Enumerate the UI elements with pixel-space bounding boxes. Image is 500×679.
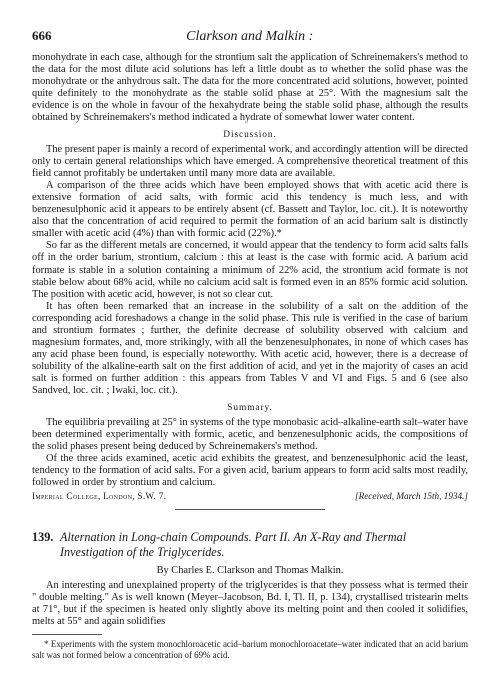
page-header	[32, 28, 468, 44]
discussion-paragraph: So far as the different metals are concerned, it would appear that the tendency to form acid salts falls off in the order barium, strontium, calcium : this at least is the case with formic acid. A barium acid formate is stable in a solution containing a minimum of 22% acid, the strontium acid formate is not stable below about 68% acid, while no calcium acid salt is formed even in an 85% formic acid solution. The position with acetic acid, however, is not so clear cut.	[32, 240, 468, 300]
discussion-paragraph: A comparison of the three acids which have been employed shows that with acetic acid there is extensive formation of acid salts, with formic acid this tendency is much less, and with benzenesulphonic acid it appears to be entirely absent (cf. Bassett and Taylor, loc. cit.). It is noteworthy also that the concentration of acid required to permit the formation of an acid barium salt is distinctly smaller with acetic acid (4%) than with formic acid (22%).*	[32, 179, 468, 240]
article-intro: An interesting and unexplained property of the triglycerides is that they possess what is termed their " double melting." As is well known (Meyer–Jacobson, Bd. I, Tl. II, p. 134), crystallised tristearin melts at 71°, but if the specimen is heated only slightly above its melting point and then cooled it solidifies, melts at 55° and again solidifies	[32, 580, 468, 628]
discussion-paragraph: The present paper is mainly a record of experimental work, and accordingly attention will be directed only to certain general relationships which have emerged. A comprehensive theoretical treatment of this field cannot profitably be undertaken until many more data are available.	[32, 143, 468, 179]
article-title: Alternation in Long-chain Compounds. Part II. An X-Ray and Thermal Investigation of the Triglycerides.	[60, 530, 407, 560]
page-number: 666	[32, 28, 52, 43]
received-date: [Received, March 15th, 1934.]	[355, 491, 468, 502]
affiliation-line	[32, 490, 468, 502]
article-divider	[175, 509, 325, 510]
institution: Imperial College, London, S.W. 7.	[32, 491, 167, 502]
summary-heading: Summary.	[227, 402, 273, 413]
continuation-paragraph: monohydrate in each case, although for the strontium salt the application of Schreinemakers's method to the data for the most dilute acid solutions has left a little doubt as to whether the solid phase was the monohydrate or the anhydrous salt. The data for the more concentrated acid solutions, however, pointed quite definitely to the monohydrate as the stable solid phase at 25°. With the magnesium salt the evidence is on the whole in favour of the hexahydrate being the stable solid phase, although the results obtained by Schreinemakers's method indicated a hydrate of somewhat lower water content.	[32, 52, 468, 124]
footnote: * Experiments with the system monochloroacetic acid–barium monochloroacetate–water indicated that an acid barium salt was not formed below a concentration of 69% acid.	[32, 639, 468, 661]
running-title: Clarkson and Malkin :	[186, 29, 314, 44]
article-authors: By Charles E. Clarkson and Thomas Malkin.	[156, 565, 344, 577]
article-number: 139.	[32, 530, 54, 545]
discussion-heading: Discussion.	[223, 129, 277, 140]
summary-paragraph: The equilibria prevailing at 25° in systems of the type monobasic acid–alkaline-earth salt–water have been determined experimentally with formic, acetic, and benzenesulphonic acids, the compositions of the solid phases present being deduced by Schreinemakers's method.	[32, 416, 468, 452]
summary-paragraph: Of the three acids examined, acetic acid exhibits the greatest, and benzenesulphonic acid the least, tendency to the formation of acid salts. For a given acid, barium appears to form acid salts most readily, followed in order by strontium and calcium.	[32, 452, 468, 488]
article-title-block	[32, 530, 468, 560]
footnote-rule	[32, 634, 102, 635]
discussion-paragraph: It has often been remarked that an increase in the solubility of a salt on the addition of the corresponding acid foreshadows a change in the solid phase. This rule is verified in the case of barium and strontium formates ; further, the definite decrease of solubility observed with calcium and magnesium formates, and, more strikingly, with all the benzenesulphonates, in none of which cases has any acid phase been found, is especially noteworthy. With acetic acid, however, there is a decrease of solubility of the alkaline-earth salt on the first addition of acid, and yet in the majority of cases an acid salt is formed on further addition : this appears from Tables V and VI and Figs. 5 and 6 (see also Sandved, loc. cit. ; Iwaki, loc. cit.).	[32, 300, 468, 397]
